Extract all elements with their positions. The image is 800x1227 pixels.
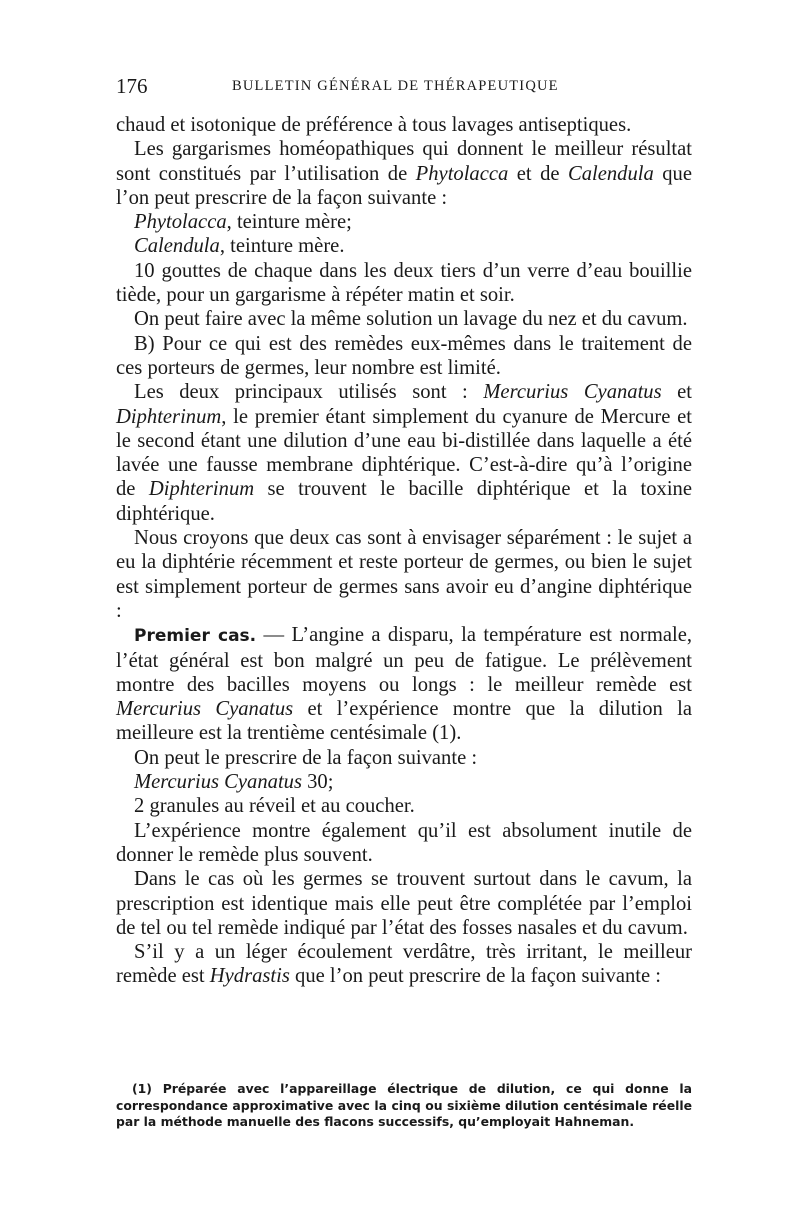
remedy-name: Hydrastis xyxy=(209,965,290,988)
footnote: (1) Préparée avec l’appareillage électrique de dilution, ce qui donne la correspondance approximative avec la cinq ou sixième dilution centésimale réelle par la méthode manuelle des flacons successifs, qu’employait Hahneman. xyxy=(116,1081,692,1129)
paragraph: Premier cas. — L’angine a disparu, la température est normale, l’état général est bon malgré un peu de fatigue. Le prélèvement montre des bacilles moyens ou longs : le meilleur remède est Mercurius Cyanatus et l’expérience montre que la dilution la meilleure est la trentième centésimale (1). xyxy=(116,624,693,745)
paragraph: 2 granules au réveil et au coucher. xyxy=(134,795,415,818)
remedy-name: Mercurius Cyanatus xyxy=(483,381,662,404)
running-title: BULLETIN GÉNÉRAL DE THÉRAPEUTIQUE xyxy=(232,78,559,94)
paragraph: chaud et isotonique de préférence à tous lavages antiseptiques. xyxy=(116,114,632,136)
remedy-name: Mercurius Cyanatus xyxy=(116,698,294,721)
remedy-name: Phytolacca xyxy=(134,211,227,234)
paragraph: On peut le prescrire de la façon suivante : xyxy=(134,746,478,769)
paragraph: S’il y a un léger écoulement verdâtre, très irritant, le meilleur remède est Hydrastis que l’on peut prescrire de la façon suivante : xyxy=(116,941,692,988)
remedy-name: Diphterinum xyxy=(148,478,255,501)
paragraph: Les deux principaux utilisés sont : Mercurius Cyanatus et Diphterinum, le premier étant simplement du cyanure de Mercure et le second étant une dilution d’une eau bi-distillée dans laquelle a été lavée une fausse membrane diphtérique. C’est-à-dire qu’à l’origine de Diphterinum se trouvent le bacille diphtérique et la toxine diphtérique. xyxy=(116,381,692,525)
remedy-name: Mercurius Cyanatus xyxy=(134,771,302,794)
paragraph: Dans le cas où les germes se trouvent surtout dans le cavum, la prescription est identique mais elle peut être complétée par l’emploi de tel ou tel remède indiqué par l’état des fosses nasales et du cavum. xyxy=(116,868,692,939)
page-number: 176 xyxy=(116,74,148,98)
prescription-line: Phytolacca, teinture mère; xyxy=(134,211,352,234)
paragraph: On peut faire avec la même solution un lavage du nez et du cavum. xyxy=(134,308,688,331)
page-header xyxy=(116,74,692,102)
paragraph: Nous croyons que deux cas sont à envisager séparément : le sujet a eu la diphtérie récemment et reste porteur de germes, ou bien le sujet est simplement porteur de germes sans avoir eu d’angine diphtérique : xyxy=(116,527,692,622)
body-text xyxy=(116,113,692,989)
remedy-name: Phytolacca xyxy=(415,162,509,185)
paragraph: Les gargarismes homéopathiques qui donnent le meilleur résultat sont constitués par l’utilisation de Phytolacca et de Calendula que l’on peut prescrire de la façon suivante : xyxy=(116,138,692,209)
remedy-name: Diphterinum xyxy=(116,405,222,428)
paragraph: B) Pour ce qui est des remèdes eux-mêmes dans le traitement de ces porteurs de germes, leur nombre est limité. xyxy=(116,332,692,379)
remedy-name: Calendula xyxy=(134,235,220,258)
paragraph: L’expérience montre également qu’il est absolument inutile de donner le remède plus souvent. xyxy=(116,819,692,866)
prescription-line: Mercurius Cyanatus 30; xyxy=(134,771,334,794)
paragraph: 10 gouttes de chaque dans les deux tiers d’un verre d’eau bouillie tiède, pour un gargarisme à répéter matin et soir. xyxy=(116,259,692,307)
section-lead: Premier cas. xyxy=(134,626,257,647)
prescription-line: Calendula, teinture mère. xyxy=(134,235,345,258)
remedy-name: Calendula xyxy=(567,162,654,185)
